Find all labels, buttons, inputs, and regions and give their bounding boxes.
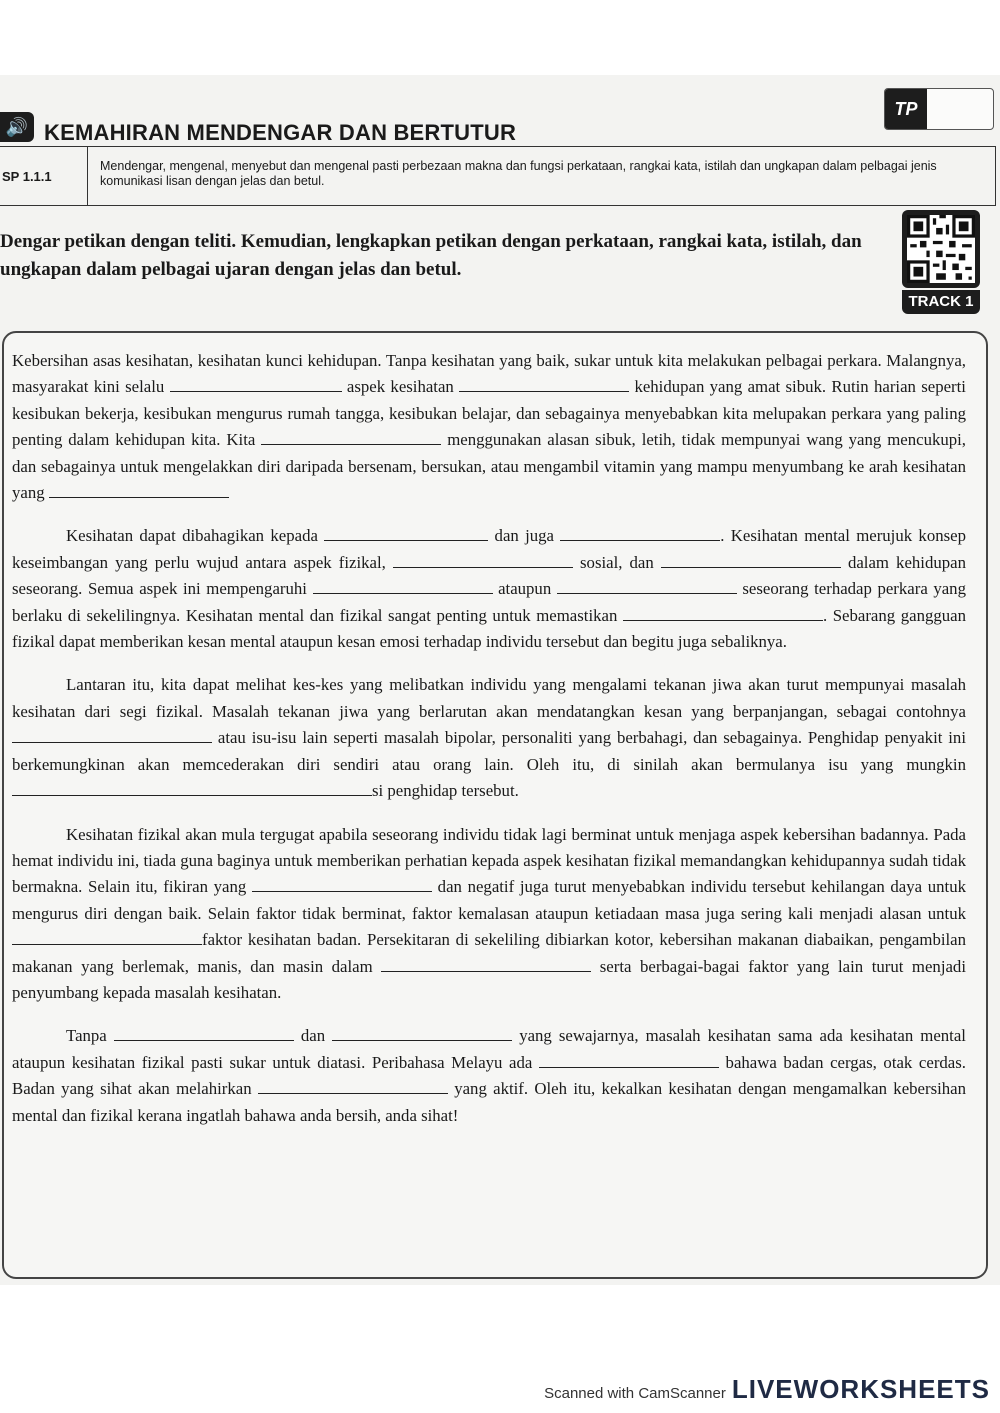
passage [12,348,966,1146]
passage-text: Kesihatan dapat dibahagikan kepada [66,526,318,546]
passage-text: menggunakan alasan sibuk, letih, tidak mempunyai wang yang mencukupi, dan sebagainya untuk mengelakkan diri daripada bersenam, bersukan, atau mengambil vitamin yang mampu menyumbang ke arah kesihatan yang [12,430,966,503]
passage-text: dan juga [494,526,554,546]
blank-field[interactable] [459,377,629,392]
blank-field[interactable] [393,553,573,568]
blank-field[interactable] [539,1053,719,1068]
passage-text: yang sewajarnya, masalah kesihatan sama ada kesihatan mental ataupun kesihatan fizikal pasti sukar untuk diatasi. Peribahasa Melayu ada [12,1026,966,1072]
standard-text: Mendengar, mengenal, menyebut dan mengenal pasti perbezaan makna dan fungsi perkataan, rangkai kata, istilah dan ungkapan dalam pelbagai jenis komunikasi lisan dengan jelas dan betul. [100,159,937,188]
passage-text: seseorang terhadap perkara yang berlaku di sekelilingnya. Kesihatan mental dan fizikal sangat penting untuk memastikan [12,579,966,625]
brand-logo: LIVEWORKSHEETS [731,1374,990,1404]
blank-field[interactable] [261,430,441,445]
passage-text: Kesihatan fizikal akan mula tergugat apabila seseorang individu tidak lagi berminat untuk menjaga aspek kebersihan badannya. Pada hemat individu ini, tiada guna baginya untuk memberikan perhatian kepada aspek kesihatan fizikal memandangkan kehidupannya sudah tidak bermakna. Selain itu, fikiran yang [12,824,966,897]
blank-field[interactable] [623,606,823,621]
blank-field[interactable] [114,1026,294,1041]
scanner-note: Scanned with CamScanner [544,1385,726,1402]
paragraph-5 [12,1023,966,1129]
passage-text: aspek kesihatan [346,377,454,397]
passage-text: . Sebarang gangguan fizikal dapat memberikan kesan mental ataupun kesan emosi terhadap individu tersebut dan begitu juga sebaliknya. [12,605,966,652]
blank-field[interactable] [324,526,488,541]
passage-text: ataupun [498,579,552,599]
blank-field[interactable] [557,579,737,594]
blank-field[interactable] [252,877,432,892]
paragraph-3 [12,672,966,804]
blank-field[interactable] [49,483,229,498]
blank-field[interactable] [313,579,493,594]
blank-field[interactable] [332,1026,512,1041]
passage-text: bahawa badan cergas, otak cerdas. Badan yang sihat akan melahirkan [12,1052,966,1099]
tp-score-box[interactable] [884,88,994,130]
footer-brand [544,1374,990,1405]
blank-field[interactable] [258,1079,448,1094]
paragraph-4 [12,822,966,1007]
blank-field[interactable] [170,377,342,392]
paragraph-1 [12,348,966,506]
blank-field[interactable] [12,781,372,796]
qr-code-icon[interactable] [902,210,980,288]
blank-field[interactable] [12,728,212,743]
passage-text: sosial, dan [580,552,654,572]
passage-text: yang aktif. Oleh itu, kekalkan kesihatan dengan mengamalkan kebersihan mental dan fizikal kerana ingatlah bahawa anda bersih, anda sihat! [12,1079,966,1125]
passage-text: si penghidap tersebut. [372,781,519,801]
blank-field[interactable] [381,957,591,972]
blank-field[interactable] [12,930,202,945]
speaker-icon: 🔊 [0,112,34,142]
passage-text: kehidupan yang amat sibuk. Rutin harian seperti kesibukan bekerja, kesibukan mengurus rumah tangga, kesibukan belajar, dan sebagainya menyebabkan kita melupakan perkara yang paling penting dalam kehidupan kita. Kita [12,377,966,450]
passage-text: Kebersihan asas kesihatan, kesihatan kunci kehidupan. Tanpa kesihatan yang baik, sukar untuk kita melakukan pelbagai perkara. Malangnya, masyarakat kini selalu [12,351,966,397]
passage-text: faktor kesihatan badan. Persekitaran di sekeliling dibiarkan kotor, kebersihan makanan diabaikan, pengambilan makanan yang berlemak, manis, dan masin dalam [12,930,966,976]
passage-text: dalam kehidupan seseorang. Semua aspek ini mempengaruhi [12,552,966,599]
passage-text: Tanpa [66,1026,107,1046]
standard-code: SP 1.1.1 [0,147,88,205]
instruction-text: Dengar petikan dengan teliti. Kemudian, lengkapkan petikan dengan perkataan, rangkai kata, istilah, dan ungkapan dalam pelbagai ujaran dengan jelas dan betul. [0,231,862,280]
passage-text: dan negatif juga turut menyebabkan individu tersebut kehilangan daya untuk mengurus diri dengan baik. Selain faktor tidak berminat, faktor kemalasan ataupun ketiadaan masa juga sering kali menjadi alasan untuk [12,877,966,923]
passage-text: atau isu-isu lain seperti masalah bipolar, personaliti yang berbahagi, dan sebagainya. Penghidap penyakit ini berkemungkinan akan memcederakan diri sendiri atau orang lain. Oleh itu, di sinilah akan bermulanya isu yang mungkin [12,728,966,774]
blank-field[interactable] [661,553,841,568]
passage-text: . Kesihatan mental merujuk konsep keseimbangan yang perlu wujud antara aspek fizikal, [12,526,966,572]
track-label[interactable]: TRACK 1 [902,290,980,314]
passage-text: serta berbagai-bagai faktor yang lain turut menjadi penyumbang kepada masalah kesihatan. [12,956,966,1002]
passage-text: Lantaran itu, kita dapat melihat kes-kes yang melibatkan individu yang mengalami tekanan jiwa akan turut mempunyai masalah kesihatan dari segi fizikal. Masalah tekanan jiwa yang berlarutan akan mendatangkan kesan yang berpanjangan, sebagai contohnya [12,675,966,721]
qr-pattern [907,215,975,283]
passage-text: dan [300,1026,326,1046]
paragraph-2 [12,523,966,655]
section-title: KEMAHIRAN MENDENGAR DAN BERTUTUR [44,120,517,145]
standard-table [0,146,996,206]
tp-label: TP [885,89,927,129]
blank-field[interactable] [560,526,720,541]
